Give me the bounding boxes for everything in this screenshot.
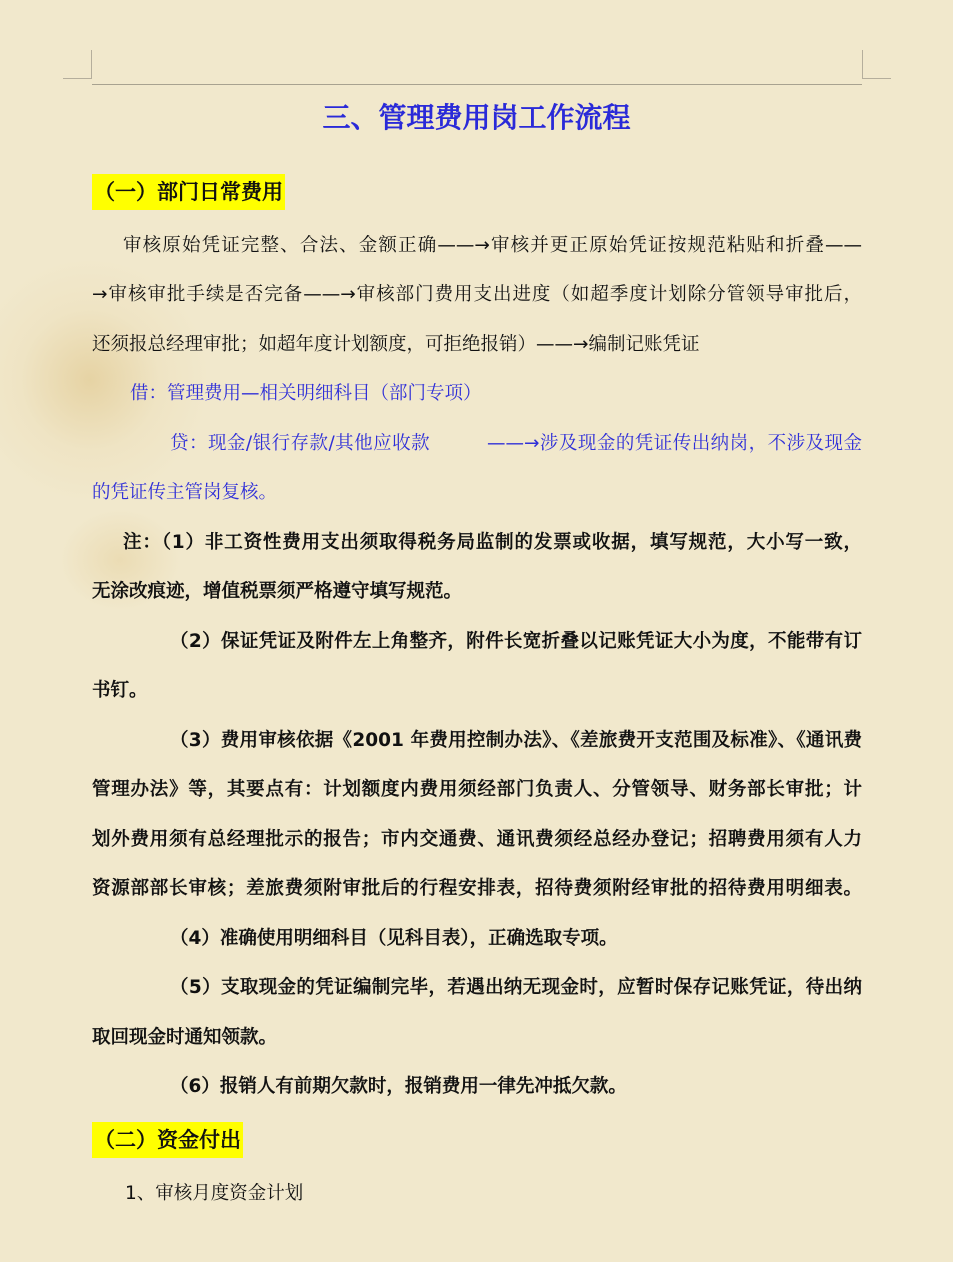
note-line: （2）保证凭证及附件左上角整齐，附件长宽折叠以记账凭证大小为度，不能带有订 — [170, 631, 862, 652]
note-line: 管理办法》等，其要点有：计划额度内费用须经部门负责人、分管领导、财务部长审批；计 — [92, 779, 862, 800]
paragraph-line: →审核审批手续是否完备——→审核部门费用支出进度（如超季度计划除分管领导审批后， — [92, 284, 862, 305]
note-line: 资源部部长审核；差旅费须附审批后的行程安排表，招待费须附经审批的招待费用明细表。 — [92, 878, 862, 899]
crop-mark-left — [63, 50, 92, 79]
journal-debit-line: 借：管理费用—相关明细科目（部门专项） — [130, 383, 482, 404]
paragraph-line: 审核原始凭证完整、合法、金额正确——→审核并更正原始凭证按规范粘贴和折叠—— — [123, 235, 862, 256]
header-rule — [92, 84, 862, 85]
note-line: 书钉。 — [92, 680, 148, 701]
list-item: 1、审核月度资金计划 — [125, 1183, 304, 1204]
note-line: （6）报销人有前期欠款时，报销费用一律先冲抵欠款。 — [170, 1076, 627, 1097]
page-title: 三、管理费用岗工作流程 — [322, 101, 631, 134]
note-line: 注：（1）非工资性费用支出须取得税务局监制的发票或收据，填写规范，大小写一致， — [123, 532, 862, 553]
note-line: （4）准确使用明细科目（见科目表），正确选取专项。 — [170, 928, 618, 949]
journal-credit-line: 贷：现金/银行存款/其他应收款 ——→涉及现金的凭证传出纳岗，不涉及现金 — [170, 433, 862, 454]
paragraph-line: 还须报总经理审批；如超年度计划额度，可拒绝报销）——→编制记账凭证 — [92, 334, 700, 355]
note-line: 取回现金时通知领款。 — [92, 1027, 278, 1048]
crop-mark-right — [862, 50, 891, 79]
note-line: （5）支取现金的凭证编制完毕，若遇出纳无现金时，应暂时保存记账凭证，待出纳 — [170, 977, 862, 998]
note-line: （3）费用审核依据《2001 年费用控制办法》、《差旅费开支范围及标准》、《通讯费 — [170, 730, 862, 751]
section-heading-1: （一）部门日常费用 — [92, 174, 285, 210]
note-line: 无涂改痕迹，增值税票须严格遵守填写规范。 — [92, 581, 463, 602]
note-line: 划外费用须有总经理批示的报告；市内交通费、通讯费须经总经办登记；招聘费用须有人力 — [92, 829, 862, 850]
section-heading-2: （二）资金付出 — [92, 1122, 243, 1158]
journal-note-line: 的凭证传主管岗复核。 — [92, 482, 278, 503]
